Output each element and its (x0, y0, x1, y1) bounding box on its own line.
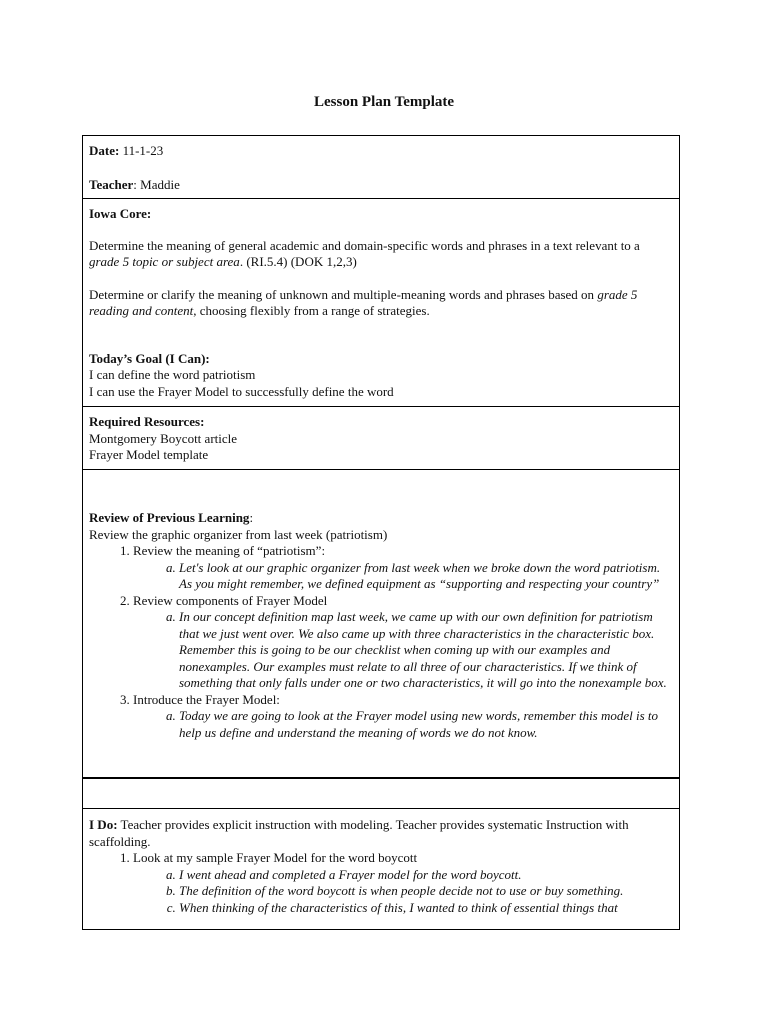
i-do-description: I Do: Teacher provides explicit instruction with modeling. Teacher provides systematic Instruction with scaffolding. (89, 817, 629, 849)
goal-line: I can use the Frayer Model to successfully define the word (89, 383, 394, 399)
iowa-core-heading: Iowa Core: (89, 206, 152, 221)
i-do-label: I Do: (89, 817, 118, 832)
resource-item: Montgomery Boycott article (89, 430, 238, 446)
review-substep: a. Let's look at our graphic organizer from last week when we broke down the word patriotism. As you might remember, we defined equipment as “supporting and respecting your country” (179, 560, 673, 593)
date-value: 11-1-23 (119, 143, 164, 158)
iowa-core-standard-2: Determine or clarify the meaning of unknown and multiple-meaning words and phrases based on grade 5 reading and content, choosing flexibly from a range of strategies. (89, 286, 638, 318)
i-do-substep: c. When thinking of the characteristics of this, I wanted to think of essential things that (179, 900, 673, 917)
i-do-substep: a. I went ahead and completed a Frayer model for the word boycott. (179, 867, 673, 884)
iowa-core-row (83, 199, 679, 407)
i-do-row (83, 809, 679, 929)
date-line (89, 143, 673, 160)
review-substep: a. Today we are going to look at the Frayer model using new words, remember this model is to help us define and understand the meaning of words we do not know. (179, 708, 673, 741)
i-do-step: 1. Look at my sample Frayer Model for the word boycott a. I went ahead and completed a Frayer model for the word boycott. b. The definition of the word boycott is when people decide not to use or buy something. c. When thinking of the characteristics of this, I wanted to think of essential things that (133, 850, 673, 916)
teacher-label: Teacher (89, 176, 134, 192)
review-step: 2. Review components of Frayer Model a. In our concept definition map last week, we came up with our own definition for patriotism that we just went over. We also came up with three characteristics in the characteristic box. Remember this is going to be our checklist when coming up with our examples and nonexamples. Our examples must relate to all three of our characteristics. If we think of something that only falls under one or two characteristics, it will go into the nonexample box. (133, 593, 673, 692)
review-heading: Review of Previous Learning: (89, 510, 254, 525)
header-row (83, 136, 679, 199)
i-do-steps (89, 850, 673, 916)
review-intro: Review the graphic organizer from last week (patriotism) (89, 526, 388, 542)
document-title: Lesson Plan Template (313, 94, 455, 110)
review-row (83, 470, 679, 779)
review-steps (89, 543, 673, 741)
teacher-line (89, 177, 673, 194)
i-do-substep: b. The definition of the word boycott is when people decide not to use or buy something. (179, 883, 673, 900)
review-substep: a. In our concept definition map last week, we came up with our own definition for patriotism that we just went over. We also came up with three characteristics in the characteristic box. Remember this is going to be our checklist when coming up with our examples and nonexamples. Our examples must relate to all three of our characteristics. If we think of something that only falls under one or two characteristics, it will go into the nonexample box. (179, 609, 673, 692)
date-label: Date: (89, 143, 120, 158)
teacher-value: : Maddie (133, 176, 180, 192)
goal-line: I can define the word patriotism (89, 367, 256, 382)
empty-row (83, 779, 679, 809)
lesson-plan-table (82, 135, 680, 930)
review-step: 1. Review the meaning of “patriotism”: a. Let's look at our graphic organizer from last week when we broke down the word patriotism. As you might remember, we defined equipment as “supporting and respecting your country” (133, 543, 673, 593)
resources-row (83, 407, 679, 470)
goal-heading: Today’s Goal (I Can): (89, 350, 210, 366)
iowa-core-standard-1: Determine the meaning of general academic and domain-specific words and phrases in a text relevant to a grade 5 topic or subject area. (RI.5.4) (DOK 1,2,3) (89, 237, 640, 269)
review-step: 3. Introduce the Frayer Model: a. Today we are going to look at the Frayer model using new words, remember this model is to help us define and understand the meaning of words we do not know. (133, 692, 673, 742)
resources-heading: Required Resources: (89, 414, 205, 429)
resource-item: Frayer Model template (89, 447, 209, 462)
